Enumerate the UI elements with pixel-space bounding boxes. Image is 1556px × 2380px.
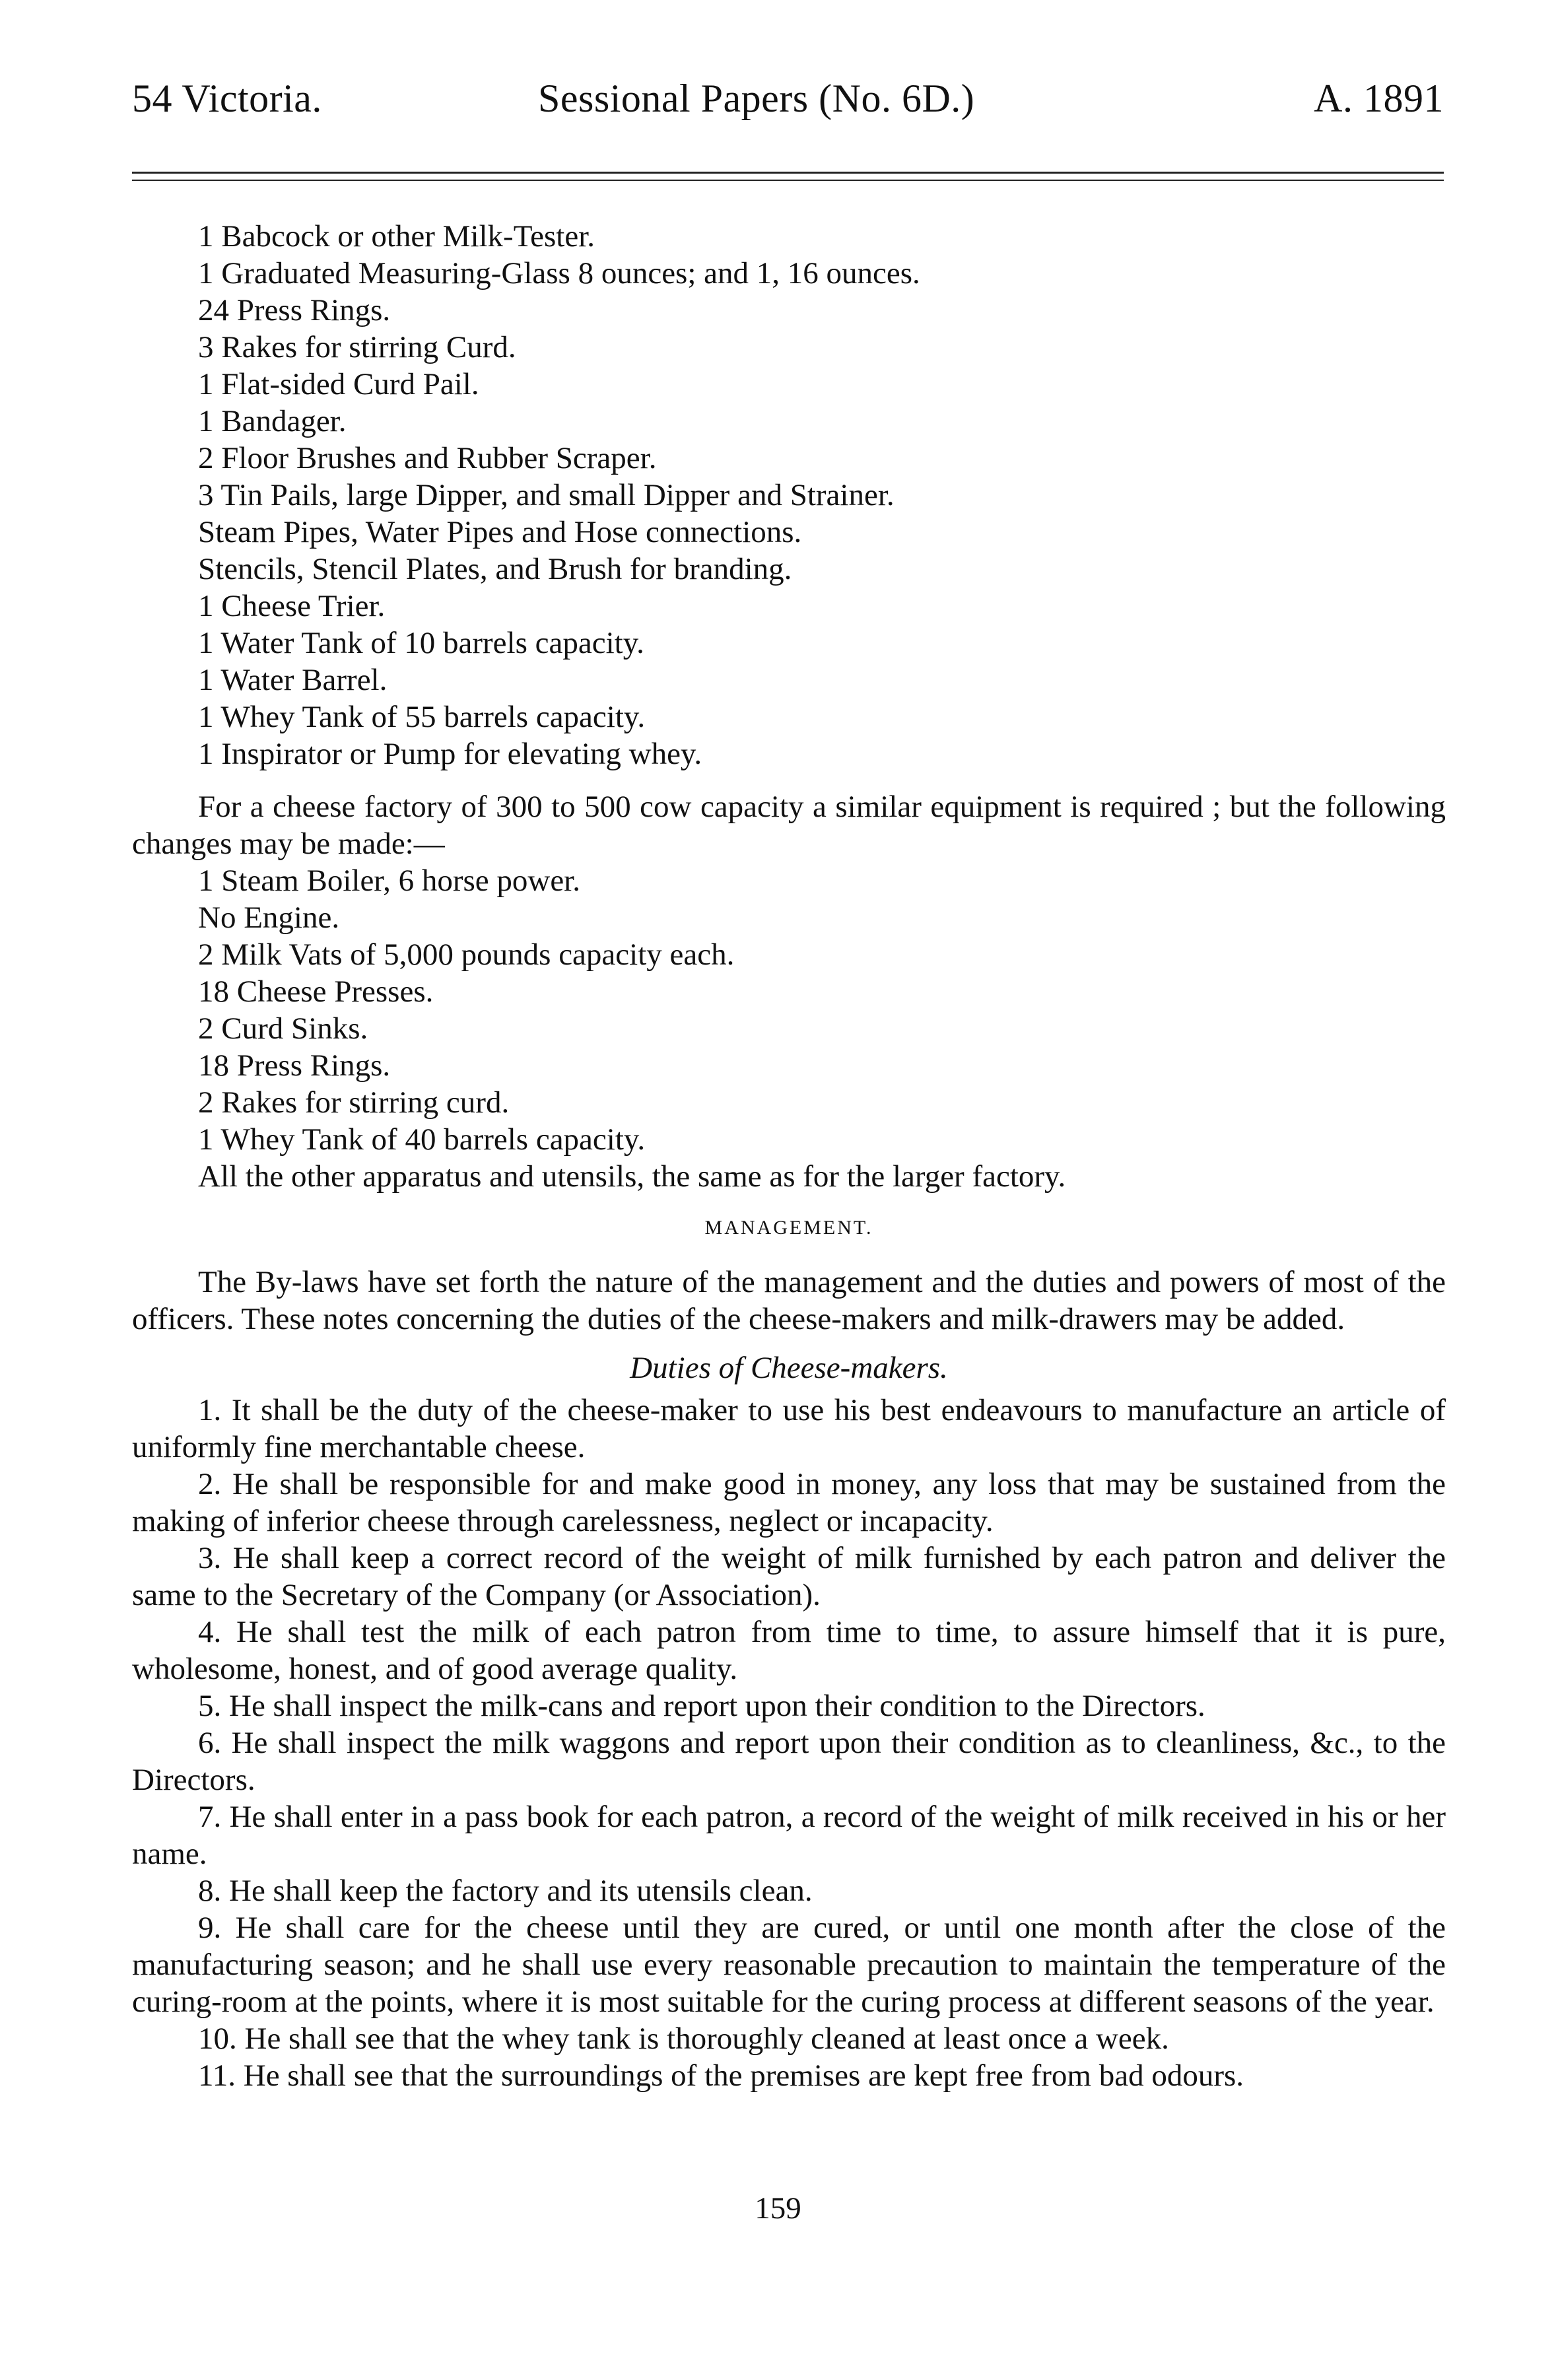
equipment-item: Steam Pipes, Water Pipes and Hose connections. <box>198 515 802 549</box>
equipment-item: 1 Cheese Trier. <box>198 589 386 623</box>
duty-item: 5. He shall inspect the milk-cans and report upon their condition to the Directors. <box>198 1689 1205 1723</box>
duty-item: 10. He shall see that the whey tank is thoroughly cleaned at least once a week. <box>198 2022 1169 2056</box>
small-factory-item: All the other apparatus and utensils, the same as for the larger factory. <box>198 1159 1066 1194</box>
header-rule-thin <box>132 180 1444 181</box>
equipment-item: 1 Bandager. <box>198 404 347 438</box>
equipment-item: Stencils, Stencil Plates, and Brush for branding. <box>198 552 792 586</box>
management-intro: The By-laws have set forth the nature of the management and the duties and powers of most of the officers. These notes concerning the duties of the cheese-makers and milk-drawers may be added. <box>132 1265 1446 1336</box>
section-heading: MANAGEMENT. <box>704 1217 873 1239</box>
small-factory-item: No Engine. <box>198 901 340 935</box>
header-year: A. 1891 <box>1314 77 1444 120</box>
header-title: Sessional Papers (No. 6D.) <box>538 77 975 120</box>
equipment-item: 3 Tin Pails, large Dipper, and small Dipper and Strainer. <box>198 478 895 512</box>
duty-item: 7. He shall enter in a pass book for each patron, a record of the weight of milk received in his or her name. <box>132 1800 1446 1871</box>
equipment-item: 1 Graduated Measuring-Glass 8 ounces; and 1, 16 ounces. <box>198 256 920 290</box>
equipment-item: 3 Rakes for stirring Curd. <box>198 330 516 364</box>
duty-item: 9. He shall care for the cheese until they are cured, or until one month after the close of the manufacturing season; and he shall use every reasonable precaution to maintain the temperature of the curing-room at the points, where it is most suitable for the curing process at different seasons of the year. <box>132 1911 1446 2019</box>
duty-item: 6. He shall inspect the milk waggons and report upon their condition as to cleanliness, &c., to the Directors. <box>132 1726 1446 1797</box>
equipment-list <box>132 218 1446 772</box>
small-factory-item: 1 Whey Tank of 40 barrels capacity. <box>198 1122 646 1157</box>
duty-item: 1. It shall be the duty of the cheese-maker to use his best endeavours to manufacture an article of uniformly fine merchantable cheese. <box>132 1393 1446 1464</box>
duty-item: 2. He shall be responsible for and make good in money, any loss that may be sustained from the making of inferior cheese through carelessness, neglect or incapacity. <box>132 1467 1446 1538</box>
equipment-item: 1 Water Barrel. <box>198 663 388 697</box>
duty-item: 3. He shall keep a correct record of the weight of milk furnished by each patron and deliver the same to the Secretary of the Company (or Association). <box>132 1541 1446 1612</box>
header-rule <box>132 172 1444 174</box>
equipment-item: 1 Whey Tank of 55 barrels capacity. <box>198 700 646 734</box>
small-factory-item: 1 Steam Boiler, 6 horse power. <box>198 864 580 898</box>
small-factory-item: 2 Milk Vats of 5,000 pounds capacity each. <box>198 937 735 972</box>
equipment-item: 1 Flat-sided Curd Pail. <box>198 367 479 401</box>
duty-item: 4. He shall test the milk of each patron from time to time, to assure himself that it is pure, wholesome, honest, and of good average quality. <box>132 1615 1446 1686</box>
running-header <box>132 76 1444 129</box>
equipment-item: 1 Inspirator or Pump for elevating whey. <box>198 737 702 771</box>
equipment-item: 1 Water Tank of 10 barrels capacity. <box>198 626 644 660</box>
duty-item: 8. He shall keep the factory and its utensils clean. <box>198 1874 813 1908</box>
page-number: 159 <box>755 2191 801 2226</box>
small-factory-item: 18 Cheese Presses. <box>198 974 434 1009</box>
section-subheading: Duties of Cheese-makers. <box>630 1351 948 1385</box>
page-body <box>132 218 1446 2094</box>
small-factory-item: 2 Curd Sinks. <box>198 1011 368 1046</box>
equipment-item: 1 Babcock or other Milk-Tester. <box>198 219 595 254</box>
small-factory-intro: For a cheese factory of 300 to 500 cow capacity a similar equipment is required ; but the following changes may be made:— <box>132 790 1446 861</box>
equipment-item: 24 Press Rings. <box>198 293 391 327</box>
small-factory-item: 2 Rakes for stirring curd. <box>198 1085 510 1120</box>
small-factory-item: 18 Press Rings. <box>198 1048 391 1083</box>
header-session: 54 Victoria. <box>132 77 322 120</box>
duty-item: 11. He shall see that the surroundings of the premises are kept free from bad odours. <box>198 2058 1244 2093</box>
equipment-item: 2 Floor Brushes and Rubber Scraper. <box>198 441 657 475</box>
duties-list <box>132 1392 1446 2094</box>
small-factory-list <box>132 862 1446 1195</box>
